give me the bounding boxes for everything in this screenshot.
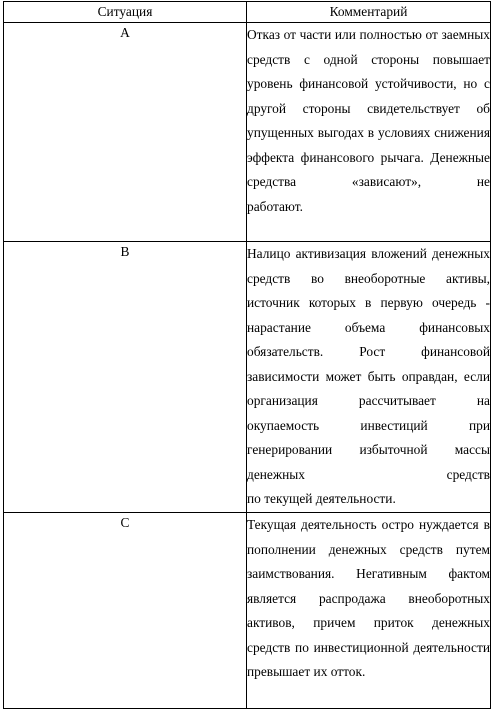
comment-cell: [247, 513, 491, 709]
table-row: [4, 242, 491, 513]
header-comment: Комментарий: [247, 2, 491, 23]
comment-main: Налицо активизация вложений денежных средств во внеоборотные активы, источник которых в первую очередь - нарастание объема финансовых обязательств. Рост финансовой зависимости может быть оправдан, если организация рассчитывает на окупаемость инвестиций при генерировании избыточной массы денежных средств: [247, 246, 490, 482]
comment-main: Текущая деятельность остро нуждается в пополнении денежных средств путем заимствования. Негативным фактом является распродажа внеоборотных активов, причем приток денежных средств по инвестиционной деятельности: [247, 517, 490, 655]
situation-cell: А: [4, 23, 247, 242]
table-row: [4, 23, 491, 242]
comment-cell: [247, 23, 491, 242]
situation-cell: С: [4, 513, 247, 709]
header-situation: Ситуация: [4, 2, 247, 23]
comment-text: [247, 242, 490, 487]
table-row: [4, 513, 491, 709]
table-header-row: [4, 2, 491, 23]
situations-table: [3, 1, 491, 709]
comment-cell: [247, 242, 491, 513]
situation-cell: В: [4, 242, 247, 513]
comment-last-line: по текущей деятельности.: [247, 491, 396, 506]
comment-last-line: работают.: [247, 198, 303, 214]
comment-text: [247, 513, 490, 660]
comment-main: Отказ от части или полностью от заемных средств с одной стороны повышает уровень финансовой устойчивости, но с другой стороны свидетельствует об упущенных выгодах в условиях снижения эффекта финансового рычага. Денежные средства «зависают», не: [247, 27, 490, 189]
comment-text: [247, 23, 490, 195]
comment-last-line: превышает их отток.: [247, 664, 366, 679]
